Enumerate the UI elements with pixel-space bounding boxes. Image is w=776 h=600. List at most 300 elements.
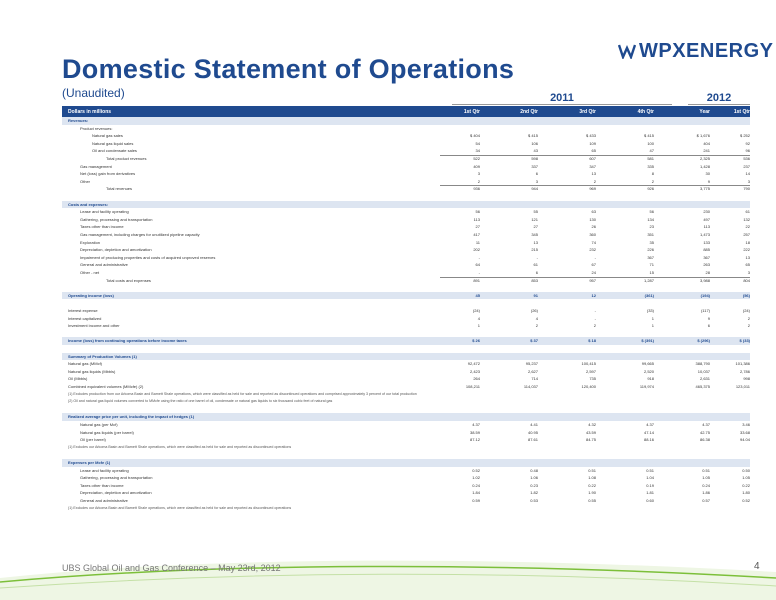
table-cell: 0.19 (646, 482, 654, 488)
table-cell: $ 18 (588, 338, 596, 344)
table-cell: 2,520 (643, 368, 654, 374)
table-cell: 9 (707, 178, 710, 184)
table-cell: 1,473 (699, 232, 710, 237)
table-cell: 27 (475, 224, 480, 230)
table-cell: 0.52 (742, 498, 750, 503)
table-cell: 43 (533, 148, 538, 154)
section-row (62, 354, 750, 359)
row-label: Natural gas sales (92, 133, 123, 139)
table-cell: 45 (475, 292, 480, 298)
row-label: Other - net (80, 270, 100, 275)
table-cell: 63 (591, 209, 596, 215)
column-header-q4-2011: 4th Qtr (637, 109, 654, 115)
table-row (62, 430, 750, 435)
row-label: Combined equivalent volumes (MMcfe) (2) (68, 384, 144, 389)
page-number: 4 (754, 561, 760, 572)
table-cell: 1,287 (643, 277, 654, 283)
year-header-2011 (452, 94, 672, 105)
table-cell: 4.37 (472, 422, 480, 427)
table-row (62, 475, 750, 480)
table-cell: 885 (703, 247, 710, 253)
table-cell: 18 (745, 239, 750, 245)
row-label: (1) Excludes our Arkoma Basin and Barnett Shale operations, which were classified as held for sale and reported as discontinued operations (68, 444, 292, 449)
table-cell: 714 (531, 376, 538, 382)
page-subtitle: (Unaudited) (62, 86, 125, 100)
table-cell: (26) (530, 308, 538, 313)
table-cell: 367 (703, 254, 710, 260)
table-cell: 404 (703, 140, 710, 146)
table-cell: 13 (533, 239, 538, 245)
table-cell: 23 (649, 224, 654, 230)
table-row (62, 331, 750, 336)
column-header-q1-2012: 1st Qtr (733, 109, 750, 115)
table-row (62, 346, 750, 351)
table-cell: 1.80 (742, 490, 750, 496)
table-cell: 9 (707, 315, 710, 321)
table-row (62, 194, 750, 199)
row-label: Operating income (loss) (68, 292, 114, 298)
table-cell: 100,415 (581, 361, 596, 367)
table-cell: 0.23 (530, 482, 538, 488)
table-cell: 119,974 (639, 384, 654, 389)
table-cell: 1.82 (530, 490, 538, 496)
table-cell: 1,428 (699, 163, 710, 169)
table-cell: 91 (533, 292, 538, 298)
table-cell: 0.60 (646, 498, 654, 503)
table-cell: 109 (589, 140, 596, 146)
table-cell: 40.95 (527, 429, 538, 435)
table-cell: 1 (477, 323, 480, 329)
table-cell: 926 (647, 186, 654, 192)
table-row (62, 422, 750, 427)
table-row (62, 278, 750, 283)
table-cell: $ 26 (472, 338, 480, 344)
table-row (62, 247, 750, 252)
table-cell: 42.75 (699, 429, 710, 435)
table-cell: 13 (591, 171, 596, 177)
row-label: Oil (Mbbls) (68, 376, 88, 382)
row-label: Revenues: (68, 118, 89, 123)
table-cell: 15 (649, 270, 654, 275)
table-cell: 222 (743, 247, 750, 253)
table-cell: 120,400 (581, 384, 596, 389)
table-cell: 3 (747, 270, 750, 275)
table-cell: 1.81 (646, 490, 654, 496)
table-cell: 1.84 (472, 490, 480, 496)
table-cell: (361) (644, 292, 654, 298)
table-cell: (33) (646, 308, 654, 313)
table-cell: 11 (475, 239, 480, 245)
table-row (62, 126, 750, 131)
row-label: Oil and condensate sales (92, 148, 137, 154)
row-label: Natural gas liquids (Mbbls) (68, 368, 116, 374)
table-cell: 0.22 (742, 482, 750, 488)
table-cell: 6 (535, 270, 538, 275)
row-label: Gas management, including charges for unutilized pipeline capacity (80, 232, 200, 237)
row-label: Income (loss) from continuing operations before income taxes (68, 338, 187, 344)
table-cell: 417 (473, 232, 480, 237)
table-cell: 0.48 (530, 467, 538, 473)
footnote-row (62, 399, 750, 404)
table-cell: 263 (703, 262, 710, 268)
table-cell: - (478, 270, 480, 275)
table-header (62, 106, 750, 117)
table-cell: 226 (647, 247, 654, 253)
table-cell: 86.38 (699, 437, 710, 443)
table-cell: 134 (647, 216, 654, 222)
table-cell: 3.46 (742, 422, 750, 427)
table-cell: 106 (531, 140, 538, 146)
row-label: Total product revenues (106, 156, 147, 161)
table-cell: 34 (475, 148, 480, 154)
row-label: (1) Excludes production from our Arkoma Basin and Barnett Shale operations, which were classified as held for sale and reported as discontinued operations and comprised approximately 3 percent of our total production (68, 391, 417, 396)
table-cell: 3,988 (699, 277, 710, 283)
footer-text: UBS Global Oil and Gas Conference – May 23rd, 2012 (62, 563, 281, 573)
table-cell: 47 (649, 148, 654, 154)
table-row (62, 270, 750, 275)
section-row (62, 414, 750, 419)
table-cell: 1.02 (472, 475, 480, 481)
row-label: Realized average price per unit, including the impact of hedges (1) (68, 414, 195, 420)
table-cell: 0.53 (530, 498, 538, 503)
table-cell: 0.24 (702, 482, 710, 488)
table-cell: $ 415 (527, 133, 538, 139)
table-cell: 2,423 (469, 368, 480, 374)
table-cell: 8 (651, 171, 654, 177)
table-row (62, 323, 750, 328)
row-label: Impairment of producing properties and costs of acquired unproved reserves (80, 254, 216, 260)
table-cell: 4 (535, 315, 538, 321)
table-cell: 55 (533, 209, 538, 215)
table-cell: $ 37 (530, 338, 538, 344)
table-row (62, 164, 750, 169)
table-cell: $ 1,676 (696, 133, 710, 139)
table-cell: 130 (589, 216, 596, 222)
table-cell: 74 (591, 239, 596, 245)
table-row (62, 498, 750, 503)
table-cell: 1.90 (588, 490, 596, 496)
table-row (62, 186, 750, 191)
row-label: Interest capitalized (68, 315, 102, 321)
table-cell: 96 (745, 148, 750, 154)
table-cell: 84.75 (585, 437, 596, 443)
table-cell: 101,386 (735, 361, 750, 367)
table-cell: 56 (649, 209, 654, 215)
row-label: (2) Oil and natural gas liquid volumes converted to MMcfe using the ratio of one barrel of oil, condensate or natural gas liquids to six thousand cubic feet of natural gas (68, 399, 333, 404)
table-cell: 335 (647, 163, 654, 169)
table-cell: 4.41 (530, 422, 538, 427)
footnote-row (62, 392, 750, 397)
table-cell: 54 (475, 140, 480, 146)
table-row (62, 376, 750, 381)
table-cell: 100 (647, 140, 654, 146)
table-cell: 497 (703, 216, 710, 222)
table-row (62, 179, 750, 184)
table-cell: 2,325 (699, 156, 710, 161)
table-cell: 0.57 (702, 498, 710, 503)
table-row (62, 300, 750, 305)
table-cell: 790 (743, 186, 750, 192)
table-cell: 88.16 (643, 437, 654, 443)
row-label: Exploration (80, 239, 101, 245)
table-cell: 24 (591, 270, 596, 275)
table-cell: 2 (747, 323, 750, 329)
table-cell: 1.86 (702, 490, 710, 496)
table-cell: 257 (743, 232, 750, 237)
footnote-row (62, 445, 750, 450)
table-cell: 114,037 (523, 384, 538, 389)
table-row (62, 384, 750, 389)
table-cell: 345 (531, 232, 538, 237)
table-cell: (117) (700, 308, 710, 313)
table-row (62, 361, 750, 366)
table-row (62, 240, 750, 245)
table-cell: $ 433 (585, 133, 596, 139)
table-cell: - (536, 254, 538, 260)
table-cell: $ 415 (643, 133, 654, 139)
table-cell: 241 (703, 148, 710, 154)
table-cell: $ 404 (469, 133, 480, 139)
year-label-2011: 2011 (550, 92, 574, 104)
table-cell: 804 (743, 277, 750, 283)
table-cell: 3 (747, 178, 750, 184)
row-label: Natural gas liquids (per barrel) (80, 429, 134, 435)
year-header-2012 (688, 94, 750, 105)
table-row (62, 285, 750, 290)
table-row (62, 232, 750, 237)
table-cell: 0.24 (472, 482, 480, 488)
row-label: Summary of Production Volumes (1) (68, 353, 137, 359)
row-label: Natural gas liquid sales (92, 140, 134, 146)
table-cell: 1.04 (646, 475, 654, 481)
row-label: Gas management (80, 163, 112, 169)
table-cell: 351 (647, 232, 654, 237)
table-row (62, 468, 750, 473)
table-cell: 1.05 (742, 475, 750, 481)
row-label: General and administrative (80, 498, 128, 503)
row-label: Lease and facility operating (80, 209, 129, 215)
table-cell: 123,011 (735, 384, 750, 389)
section-row (62, 460, 750, 465)
table-cell: 87.61 (527, 437, 538, 443)
table-cell: 936 (473, 186, 480, 192)
table-cell: 4.37 (646, 422, 654, 427)
column-header-q3-2011: 3rd Qtr (579, 109, 596, 115)
table-cell: $ (296) (697, 338, 710, 344)
table-cell: 0.51 (702, 467, 710, 473)
table-cell: 87.12 (469, 437, 480, 443)
row-label: Product revenues: (80, 125, 113, 131)
row-label: Depreciation, depletion and amortization (80, 490, 152, 496)
table-cell: 522 (473, 156, 480, 161)
table-cell: $ 252 (739, 133, 750, 139)
table-row (62, 407, 750, 412)
table-cell: 2 (651, 178, 654, 184)
table-cell: 957 (589, 277, 596, 283)
table-cell: 367 (647, 254, 654, 260)
table-cell: 4 (477, 315, 480, 321)
table-cell: 891 (473, 277, 480, 283)
company-logo (618, 40, 774, 63)
table-cell: 95,237 (525, 361, 538, 367)
table-row (62, 224, 750, 229)
table-cell: 360 (589, 232, 596, 237)
table-cell: 2 (535, 323, 538, 329)
table-cell: 3 (477, 171, 480, 177)
table-row (62, 316, 750, 321)
table-cell: 56 (475, 209, 480, 215)
table-cell: 409 (473, 163, 480, 169)
table-cell: 2,631 (699, 376, 710, 382)
table-cell: 64 (475, 262, 480, 268)
total-rule (440, 277, 750, 278)
table-cell: 465,375 (695, 384, 710, 389)
table-cell: (56) (742, 292, 750, 298)
row-label: Depreciation, depletion and amortization (80, 247, 152, 253)
table-cell: 998 (743, 376, 750, 382)
table-cell: 10,037 (697, 368, 710, 374)
table-cell: 918 (647, 376, 654, 382)
table-cell: 22 (745, 224, 750, 230)
table-row (62, 490, 750, 495)
table-cell: 113 (473, 216, 480, 222)
table-cell: 26 (591, 224, 596, 230)
row-label: General and administrative (80, 262, 128, 268)
row-label: (1) Excludes our Arkoma Basin and Barnett Shale operations, which were classified as held for sale and reported as discontinued operations (68, 505, 292, 510)
table-row (62, 171, 750, 176)
table-cell: 1 (651, 323, 654, 329)
table-row (62, 308, 750, 313)
row-label: Net (loss) gain from derivatives (80, 171, 136, 177)
table-cell: 28 (705, 270, 710, 275)
table-cell: 92 (745, 140, 750, 146)
table-row (62, 141, 750, 146)
table-cell: 108,211 (465, 384, 480, 389)
table-cell: 2,627 (527, 368, 538, 374)
table-cell: - (594, 308, 596, 313)
table-cell: 47.14 (643, 429, 654, 435)
table-cell: 232 (589, 247, 596, 253)
column-header-year-2011: Year (699, 109, 710, 115)
table-cell: 2 (477, 178, 480, 184)
column-header-q2-2011: 2nd Qtr (520, 109, 538, 115)
table-cell: 2 (593, 178, 596, 184)
table-cell: (194) (700, 292, 710, 298)
table-cell: 133 (703, 239, 710, 245)
table-cell: 43.59 (585, 429, 596, 435)
table-cell: 2,597 (585, 368, 596, 374)
table-cell: 13 (745, 254, 750, 260)
table-cell: 337 (531, 163, 538, 169)
table-cell: 12 (591, 292, 596, 298)
table-cell: - (478, 254, 480, 260)
row-label: Interest expense (68, 308, 98, 313)
table-cell: 27 (533, 224, 538, 230)
table-cell: 3,775 (699, 186, 710, 192)
table-cell: 67 (591, 262, 596, 268)
table-cell: 94.04 (739, 437, 750, 443)
table-cell: 607 (589, 156, 596, 161)
table-cell: 0.55 (588, 498, 596, 503)
table-cell: 969 (589, 186, 596, 192)
table-cell: 0.51 (646, 467, 654, 473)
section-row (62, 202, 750, 207)
table-cell: (24) (742, 308, 750, 313)
row-label: Other (80, 178, 91, 184)
row-label: Natural gas (MMcf) (68, 361, 103, 367)
table-row (62, 437, 750, 442)
table-cell: 2,786 (739, 368, 750, 374)
total-rule (440, 155, 750, 156)
table-row (62, 262, 750, 267)
table-cell: 202 (473, 247, 480, 253)
table-cell: 4.32 (588, 422, 596, 427)
table-cell: 215 (531, 247, 538, 253)
table-cell: $ (33) (739, 338, 750, 344)
row-label: Taxes other than income (80, 224, 124, 230)
section-row (62, 338, 750, 343)
row-label: Total costs and expenses (106, 277, 151, 283)
table-row (62, 148, 750, 153)
table-cell: 735 (589, 376, 596, 382)
row-label: Total revenues (106, 186, 133, 192)
table-cell: 1.08 (588, 475, 596, 481)
table-row (62, 156, 750, 161)
table-cell: 121 (531, 216, 538, 222)
row-label: Costs and expenses: (68, 201, 109, 207)
table-cell: 1 (651, 315, 654, 321)
table-cell: 61 (745, 209, 750, 215)
table-cell: 264 (473, 376, 480, 382)
table-cell: 71 (649, 262, 654, 268)
table-cell: 113 (703, 224, 710, 230)
table-cell: 132 (743, 216, 750, 222)
table-row (62, 369, 750, 374)
table-cell: 2 (747, 315, 750, 321)
section-row (62, 118, 750, 123)
row-label: Gathering, processing and transportation (80, 475, 153, 481)
footer-swoosh-decoration (0, 548, 776, 600)
table-cell: 65 (591, 148, 596, 154)
table-cell: 237 (743, 163, 750, 169)
table-row (62, 209, 750, 214)
table-cell: 4.37 (702, 422, 710, 427)
year-label-2012: 2012 (706, 92, 732, 104)
column-header-q1-2011: 1st Qtr (463, 109, 480, 115)
table-cell: 0.50 (742, 467, 750, 473)
table-cell: 2 (593, 323, 596, 329)
table-cell: 853 (531, 277, 538, 283)
table-cell: 230 (703, 209, 710, 215)
total-rule (440, 185, 750, 186)
row-label: Expenses per Mcfe (1) (68, 460, 111, 465)
table-row (62, 217, 750, 222)
table-cell: 581 (647, 156, 654, 161)
table-cell: 598 (531, 156, 538, 161)
table-row (62, 133, 750, 138)
table-cell: 99,665 (641, 361, 654, 367)
table-cell: 35 (649, 239, 654, 245)
row-label: Investment income and other (68, 323, 120, 329)
table-cell: 388,790 (695, 361, 710, 367)
row-label: Natural gas (per Mcf) (80, 422, 118, 427)
footnote-row (62, 506, 750, 511)
table-cell: 3 (535, 178, 538, 184)
row-label: Lease and facility operating (80, 467, 129, 473)
table-cell: - (594, 254, 596, 260)
logo-text: WPXENERGY (639, 40, 774, 62)
table-cell: 944 (531, 186, 538, 192)
